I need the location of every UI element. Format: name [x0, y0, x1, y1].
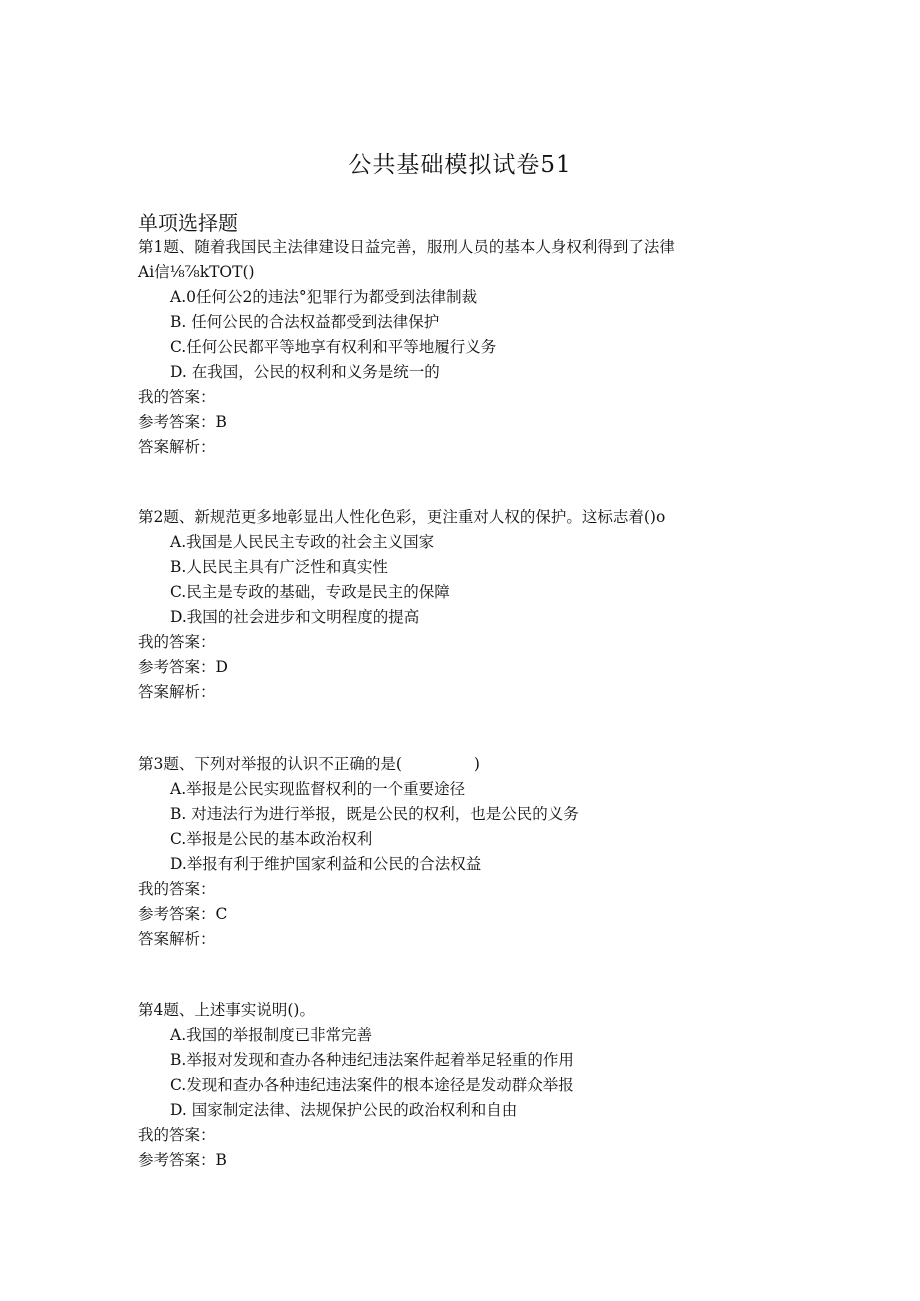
option-a: A.0任何公2的违法°犯罪行为都受到法律制裁: [170, 288, 478, 306]
my-answer-label: 我的答案：: [138, 880, 216, 898]
reference-answer: 参考答案：B: [138, 413, 227, 431]
answer-analysis-label: 答案解析：: [138, 683, 216, 701]
option-b: B.人民民主具有广泛性和真实性: [170, 558, 388, 576]
my-answer-label: 我的答案：: [138, 388, 216, 406]
question-stem: 第3题、下列对举报的认识不正确的是(: [138, 755, 402, 773]
option-c: C.民主是专政的基础，专政是民主的保障: [170, 583, 450, 601]
question-4: [138, 998, 758, 1173]
question-stem-line: [138, 752, 758, 777]
question-3: [138, 752, 758, 952]
option-b: B. 任何公民的合法权益都受到法律保护: [170, 313, 440, 331]
answer-analysis-label: 答案解析：: [138, 930, 216, 948]
option-b: B. 对违法行为进行举报，既是公民的权利，也是公民的义务: [170, 805, 579, 823]
option-a: A.我国的举报制度已非常完善: [170, 1026, 373, 1044]
option-c: C.举报是公民的基本政治权利: [170, 830, 373, 848]
option-a: A.我国是人民民主专政的社会主义国家: [170, 533, 435, 551]
option-b: B.举报对发现和查办各种违纪违法案件起着举足轻重的作用: [170, 1051, 574, 1069]
option-c: C.任何公民都平等地享有权利和平等地履行义务: [170, 338, 497, 356]
my-answer-label: 我的答案：: [138, 1126, 216, 1144]
option-c: C.发现和查办各种违纪违法案件的根本途径是发动群众举报: [170, 1076, 574, 1094]
reference-answer: 参考答案：B: [138, 1151, 227, 1169]
answer-analysis-label: 答案解析：: [138, 438, 216, 456]
section-heading: 单项选择题: [138, 211, 238, 235]
option-d: D. 国家制定法律、法规保护公民的政治权利和自由: [170, 1101, 518, 1119]
question-stem: 第1题、随着我国民主法律建设日益完善，服刑人员的基本人身权利得到了法律: [138, 238, 675, 256]
question-stem: 第2题、新规范更多地彰显出人性化色彩，更注重对人权的保护。这标志着()o: [138, 508, 666, 526]
option-a: A.举报是公民实现监督权利的一个重要途径: [170, 780, 466, 798]
reference-answer: 参考答案：C: [138, 905, 228, 923]
my-answer-label: 我的答案：: [138, 633, 216, 651]
document-title: 公共基础模拟试卷51: [348, 152, 572, 178]
question-stem-end: ): [473, 755, 480, 773]
option-d: D.举报有利于维护国家利益和公民的合法权益: [170, 855, 482, 873]
question-stem: 第4题、上述事实说明()。: [138, 1001, 315, 1019]
question-stem-continued: Ai信⅛⅞kTOT(): [138, 263, 255, 281]
option-d: D. 在我国，公民的权利和义务是统一的: [170, 363, 440, 381]
question-2: [138, 505, 758, 705]
option-d: D.我国的社会进步和文明程度的提高: [170, 608, 420, 626]
reference-answer: 参考答案：D: [138, 658, 228, 676]
question-1: [138, 235, 758, 460]
